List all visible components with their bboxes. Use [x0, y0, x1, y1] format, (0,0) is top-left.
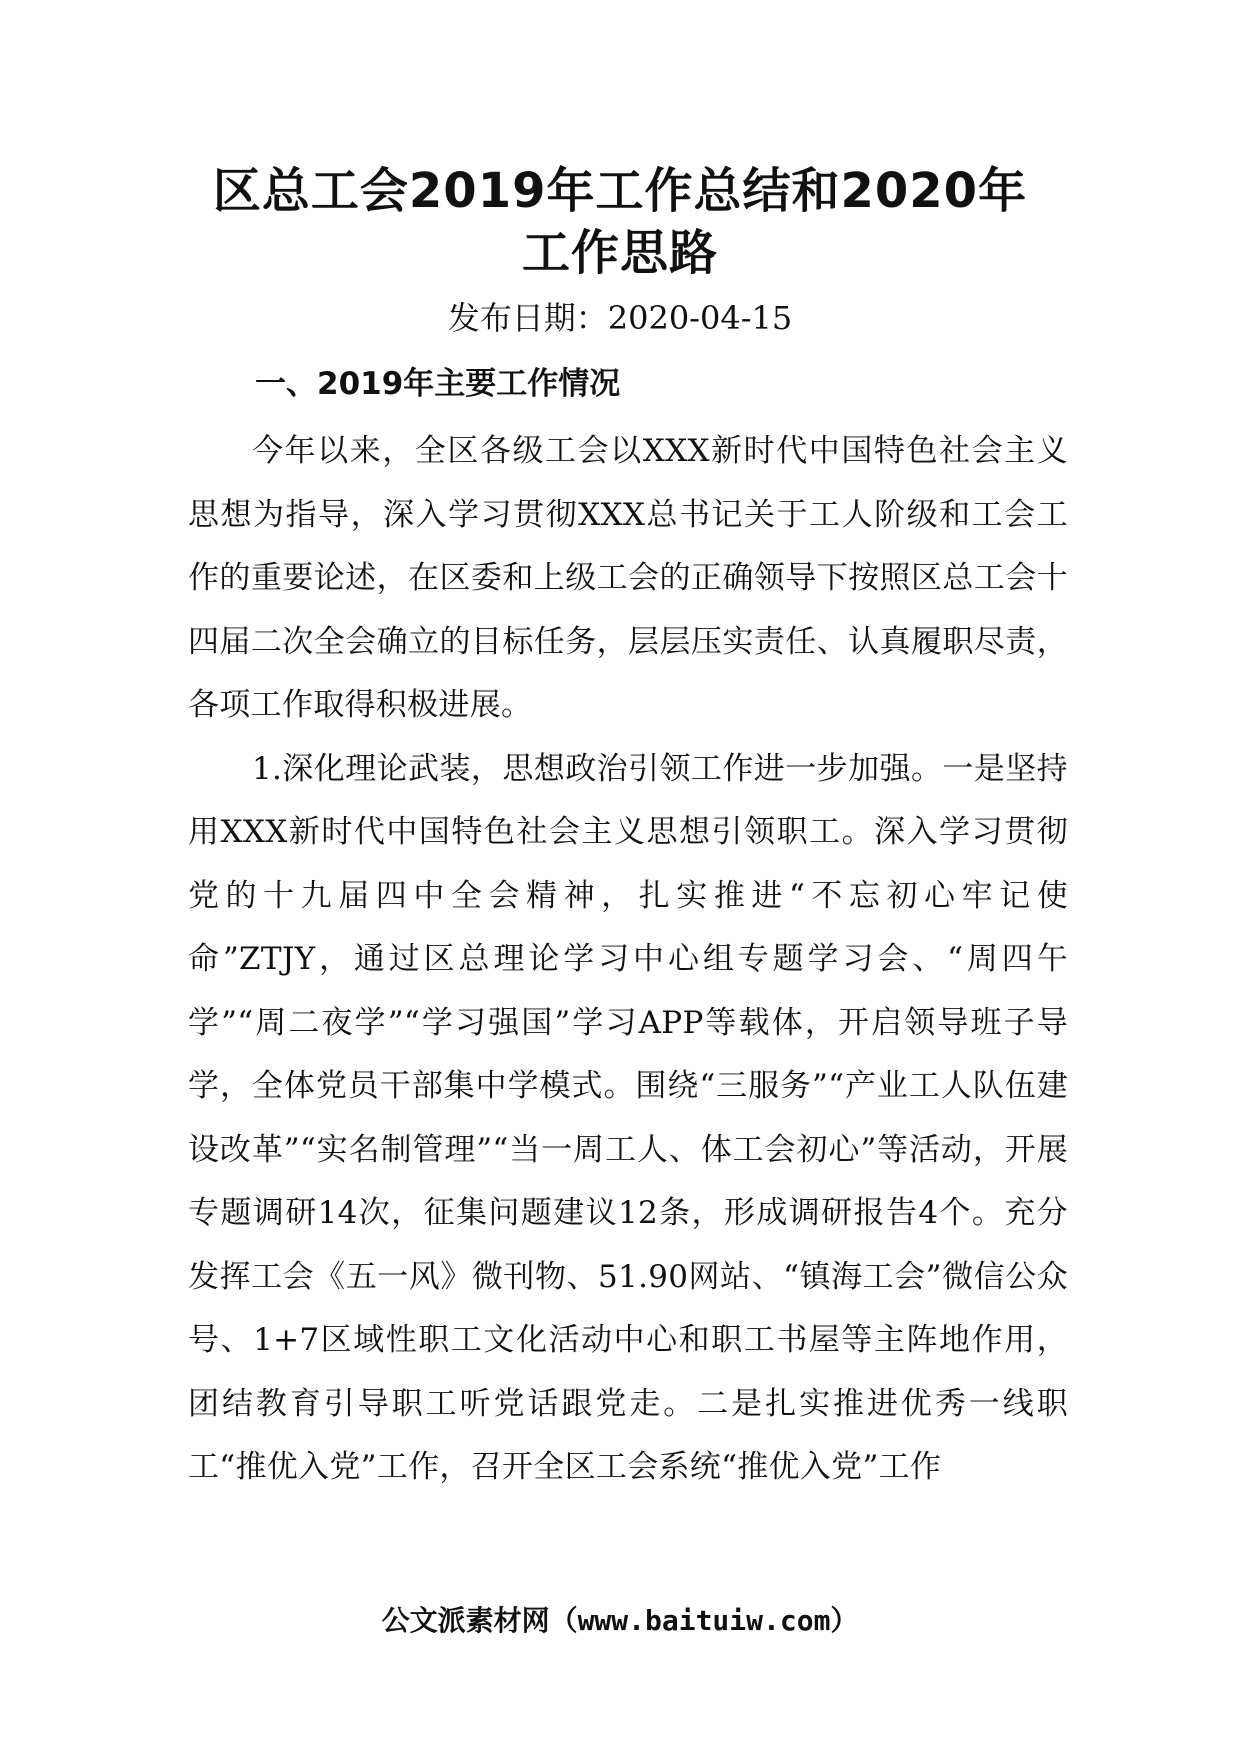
document-title: 区总工会2019年工作总结和2020年工作思路 — [212, 163, 1028, 281]
publish-date: 发布日期：2020-04-15 — [447, 299, 793, 337]
document-body — [188, 420, 1068, 1500]
section-heading: 一、2019年主要工作情况 — [255, 366, 621, 402]
body-paragraph: 1.深化理论武装，思想政治引领工作进一步加强。一是坚持用XXX新时代中国特色社会主义思想引领职工。深入学习贯彻党的十九届四中全会精神，扎实推进“不忘初心牢记使命”ZTJY，通过区总理论学习中心组专题学习会、“周四午学”“周二夜学”“学习强国”学习APP等载体，开启领导班子导学，全体党员干部集中学模式。围绕“三服务”“产业工人队伍建设改革”“实名制管理”“当一周工人、体工会初心”等活动，开展专题调研14次，征集问题建议12条，形成调研报告4个。充分发挥工会《五一风》微刊物、51.90网站、“镇海工会”微信公众号、1+7区域性职工文化活动中心和职工书屋等主阵地作用，团结教育引导职工听党话跟党走。二是扎实推进优秀一线职工“推优入党”工作，召开全区工会系统“推优入党”工作 — [188, 750, 1068, 1485]
source-footer: 公文派素材网（www.baituiw.com） — [381, 1604, 859, 1637]
body-paragraph: 今年以来，全区各级工会以XXX新时代中国特色社会主义思想为指导，深入学习贯彻XXX总书记关于工人阶级和工会工作的重要论述，在区委和上级工会的正确领导下按照区总工会十四届二次全会确立的目标任务，层层压实责任、认真履职尽责，各项工作取得积极进展。 — [188, 433, 1068, 723]
